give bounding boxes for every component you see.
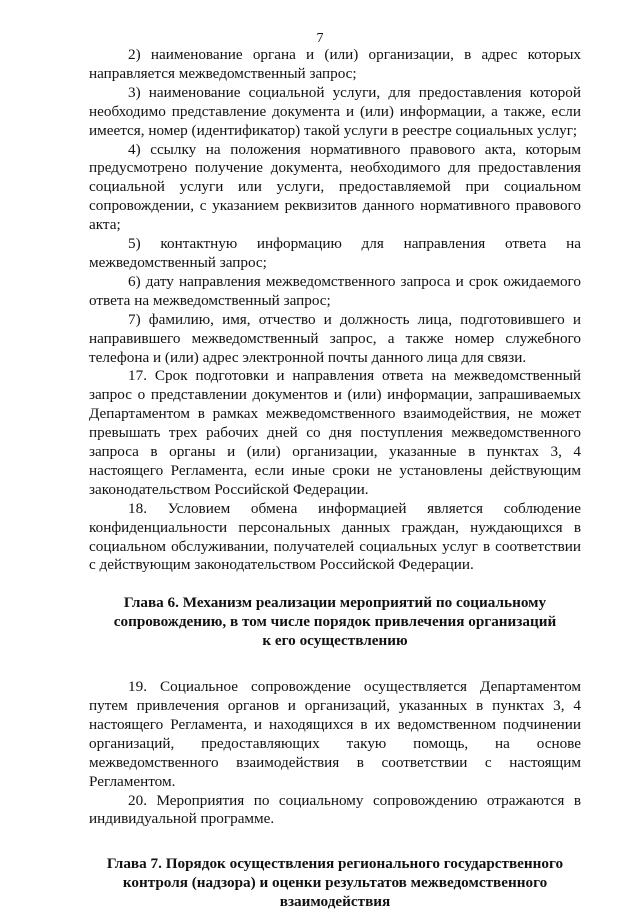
paragraph-item-7: 7) фамилию, имя, отчество и должность лица, подготовившего и направившего межведомственный запрос, а также номер служебного телефона и (или) адрес электронной почты данного лица для связи.	[89, 310, 581, 366]
chapter-7-heading	[89, 855, 581, 912]
document-body	[89, 46, 581, 912]
paragraph-18: 18. Условием обмена информацией является соблюдение конфиденциальности персональных данных граждан, нуждающихся в социальном обслуживании, получателей социальных услуг в соответствии с действующим законодательством Российской Федерации.	[89, 499, 581, 574]
paragraph-item-6: 6) дату направления межведомственного запроса и срок ожидаемого ответа на межведомственный запрос;	[89, 272, 581, 309]
chapter-7-heading-line: взаимодействия	[279, 893, 391, 911]
paragraph-19: 19. Социальное сопровождение осуществляется Департаментом путем привлечения органов и организаций, указанных в пунктах 3, 4 настоящего Регламента, и находящихся в их ведомственном подчинении организаций, предоставляющих такую помощь, на основе межведомственного взаимодействия в соответствии с настоящим Регламентом.	[89, 678, 581, 790]
chapter-6-heading-line: Глава 6. Механизм реализации мероприятий по социальному	[123, 594, 547, 612]
paragraph-20: 20. Мероприятия по социальному сопровождению отражаются в индивидуальной программе.	[89, 791, 581, 828]
chapter-7-heading-line: Глава 7. Порядок осуществления регионального государственного	[106, 855, 564, 873]
paragraph-item-2: 2) наименование органа и (или) организации, в адрес которых направляется межведомственный запрос;	[89, 46, 581, 82]
paragraph-17: 17. Срок подготовки и направления ответа на межведомственный запрос о представлении документов и (или) информации, запрашиваемых Департаментом в рамках межведомственного взаимодействия, не может превышать трех рабочих дней со дня поступления межведомственного запроса в органы и (или) организации, указанные в пунктах 3, 4 настоящего Регламента, если иные сроки не установлены действующим законодательством Российской Федерации.	[89, 367, 581, 498]
paragraph-item-3: 3) наименование социальной услуги, для предоставления которой необходимо представление документа и (или) информации, а также, если имеется, номер (идентификатор) такой услуги в реестре социальных услуг;	[89, 83, 581, 139]
chapter-7-heading-line: контроля (надзора) и оценки результатов межведомственного	[122, 874, 548, 892]
chapter-6-heading	[89, 594, 581, 651]
page-number: 7	[316, 31, 324, 46]
paragraph-item-4: 4) ссылку на положения нормативного правового акта, которым предусмотрено получение документа, необходимого для предоставления социальной услуги или услуги, предоставляемой при социальном сопровождении, с указанием реквизитов данного нормативного правового акта;	[89, 140, 581, 234]
chapter-6-heading-line: к его осуществлению	[262, 632, 408, 650]
chapter-6-heading-line: сопровождению, в том числе порядок привлечения организаций	[113, 613, 557, 631]
paragraph-item-5: 5) контактную информацию для направления ответа на межведомственный запрос;	[89, 235, 581, 271]
